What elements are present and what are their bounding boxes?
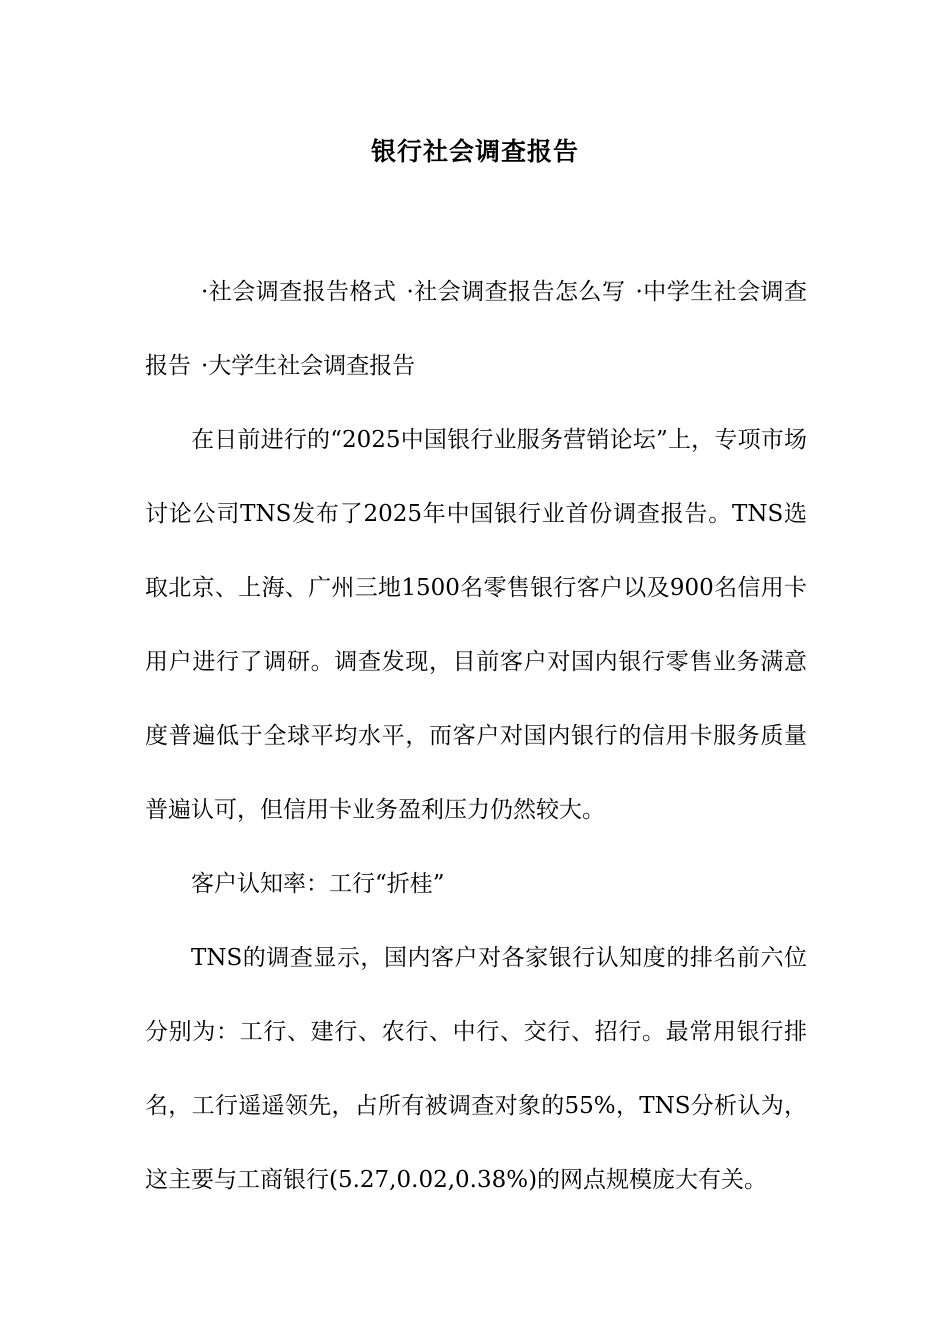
- section-heading-awareness: 客户认知率：工行“折桂”: [191, 871, 445, 897]
- paragraph-awareness: TNS的调查显示，国内客户对各家银行认知度的排名前六位分别为：工行、建行、农行、中行、交行、招行。最常用银行排名，工行遥遥领先，占所有被调查对象的55%，TNS分析认为，这主要与工商银行(5.27,0.02,0.38%)的网点规模庞大有关。: [145, 945, 807, 1193]
- related-links: [145, 255, 807, 403]
- document-body: [145, 255, 807, 1217]
- related-link-college[interactable]: ·大学生社会调查报告: [201, 353, 416, 379]
- document-title: 银行社会调查报告: [370, 137, 579, 166]
- related-link-howto[interactable]: ·社会调查报告怎么写: [406, 279, 626, 305]
- related-link-middle-school[interactable]: ·中学生社会调查报告: [145, 279, 808, 379]
- paragraph-intro: 在日前进行的“2025中国银行业服务营销论坛”上，专项市场讨论公司TNS发布了2025年中国银行业首份调查报告。TNS选取北京、上海、广州三地1500名零售银行客户以及900名信用卡用户进行了调研。调查发现，目前客户对国内银行零售业务满意度普遍低于全球平均水平，而客户对国内银行的信用卡服务质量普遍认可，但信用卡业务盈利压力仍然较大。: [145, 427, 807, 823]
- related-link-format[interactable]: ·社会调查报告格式: [201, 279, 397, 305]
